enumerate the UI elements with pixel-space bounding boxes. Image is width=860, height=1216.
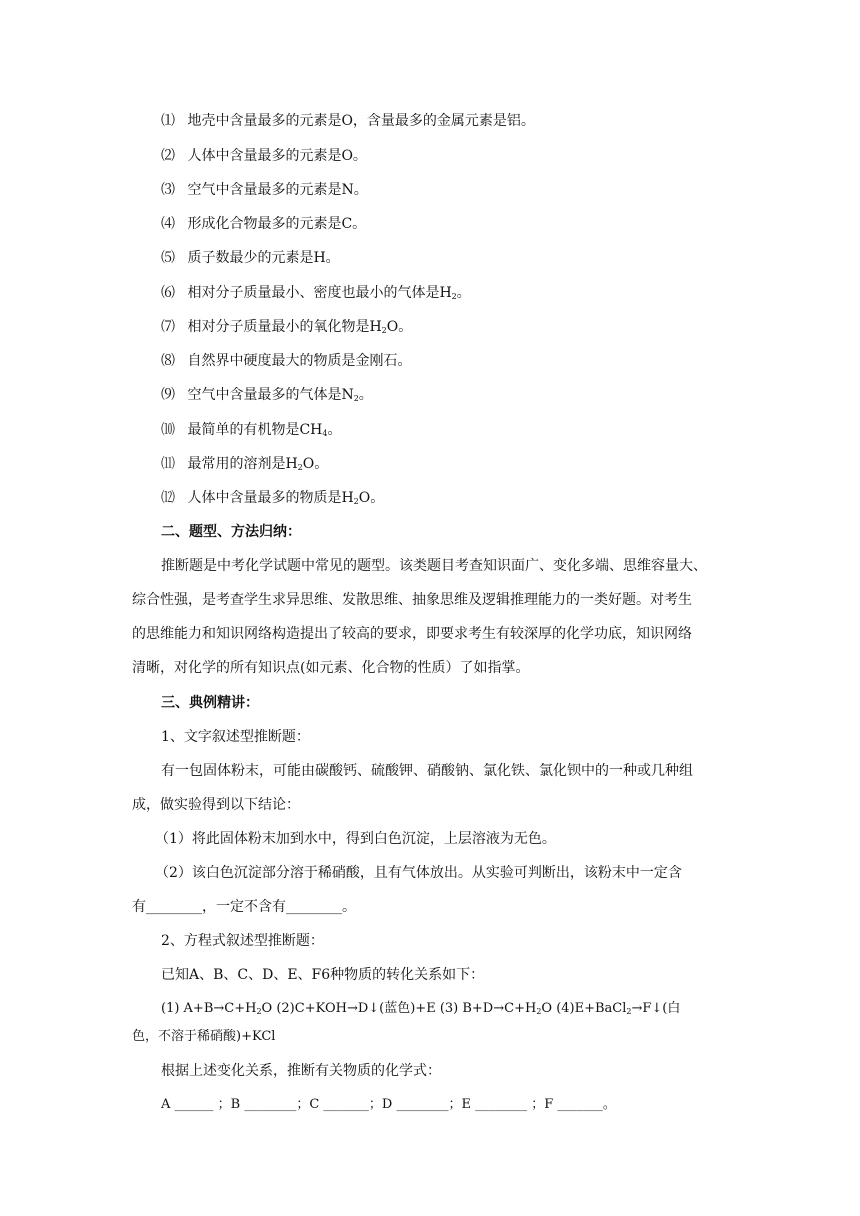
- list-item: ⑿ 人体中含量最多的物质是$H_2O$。: [161, 490, 385, 506]
- condition-line: （2）该白色沉淀部分溶于稀硝酸，且有气体放出。从实验可判断出，该粉末中一定含: [155, 865, 682, 881]
- list-item: ⑴ 地壳中含量最多的元素是O，含量最多的金属元素是铝。: [161, 113, 535, 129]
- question-line: 成，做实验得到以下结论：: [132, 797, 300, 813]
- paragraph-line: 的思维能力和知识网络构造提出了较高的要求，即要求考生有较深厚的化学功底，知识网络: [132, 626, 692, 642]
- answer-blank-line: 有________，一定不含有________。: [132, 899, 356, 915]
- list-item: ⑶ 空气中含量最多的元素是N。: [161, 182, 368, 198]
- list-item: ⑻ 自然界中硬度最大的物质是金刚石。: [161, 353, 412, 369]
- list-item: ⑺ 相对分子质量最小的氧化物是$H_2O$。: [161, 319, 413, 335]
- paragraph-line: 综合性强，是考查学生求异思维、发散思维、抽象思维及逻辑推理能力的一类好题。对考生: [132, 592, 692, 608]
- question-line: 已知A、B、C、D、E、F6种物质的转化关系如下：: [161, 967, 485, 983]
- question-line: 根据上述变化关系，推断有关物质的化学式：: [161, 1063, 441, 1079]
- list-item: ⑾ 最常用的溶剂是$H_2O$。: [161, 456, 329, 472]
- subsection-title: 2、方程式叙述型推断题：: [161, 933, 324, 949]
- list-item: ⑷ 形成化合物最多的元素是C。: [161, 216, 367, 232]
- paragraph-line: 推断题是中考化学试题中常见的题型。该类题目考查知识面广、变化多端、思维容量大、: [161, 558, 707, 574]
- equation-line: 色，不溶于稀硝酸)+KCl: [132, 1029, 276, 1044]
- paragraph-line: 清晰，对化学的所有知识点(如元素、化合物的性质）了如指掌。: [132, 660, 530, 676]
- list-item: ⑵ 人体中含量最多的元素是O。: [161, 148, 367, 164]
- section-heading-methods: 二、题型、方法归纳：: [161, 524, 301, 540]
- list-item: ⑹ 相对分子质量最小、密度也最小的气体是$H_2$。: [161, 285, 471, 301]
- question-line: 有一包固体粉末，可能由碳酸钙、硫酸钾、硝酸钠、氯化铁、氯化钡中的一种或几种组: [161, 763, 693, 779]
- list-item: ⑽ 最简单的有机物是$CH_4$。: [161, 422, 342, 438]
- subsection-title: 1、文字叙述型推断题：: [161, 729, 310, 745]
- answer-blank-line: A ______ ；B ________；C _______；D ________；E ________ ；F _______。: [161, 1097, 616, 1112]
- section-heading-examples: 三、典例精讲：: [161, 695, 259, 711]
- condition-line: （1）将此固体粉末加到水中，得到白色沉淀，上层溶液为无色。: [155, 831, 556, 847]
- equation-line: (1) $A+B\to C+H_2O$ (2)C+KOH→D↓(蓝色)+E (3) $B+D\to C+H_2O$ (4)E+BaCl$_2$→F↓(白: [161, 1001, 681, 1016]
- list-item: ⑸ 质子数最少的元素是H。: [161, 250, 340, 266]
- list-item: ⑼ 空气中含量最多的气体是$N_2$。: [161, 387, 373, 403]
